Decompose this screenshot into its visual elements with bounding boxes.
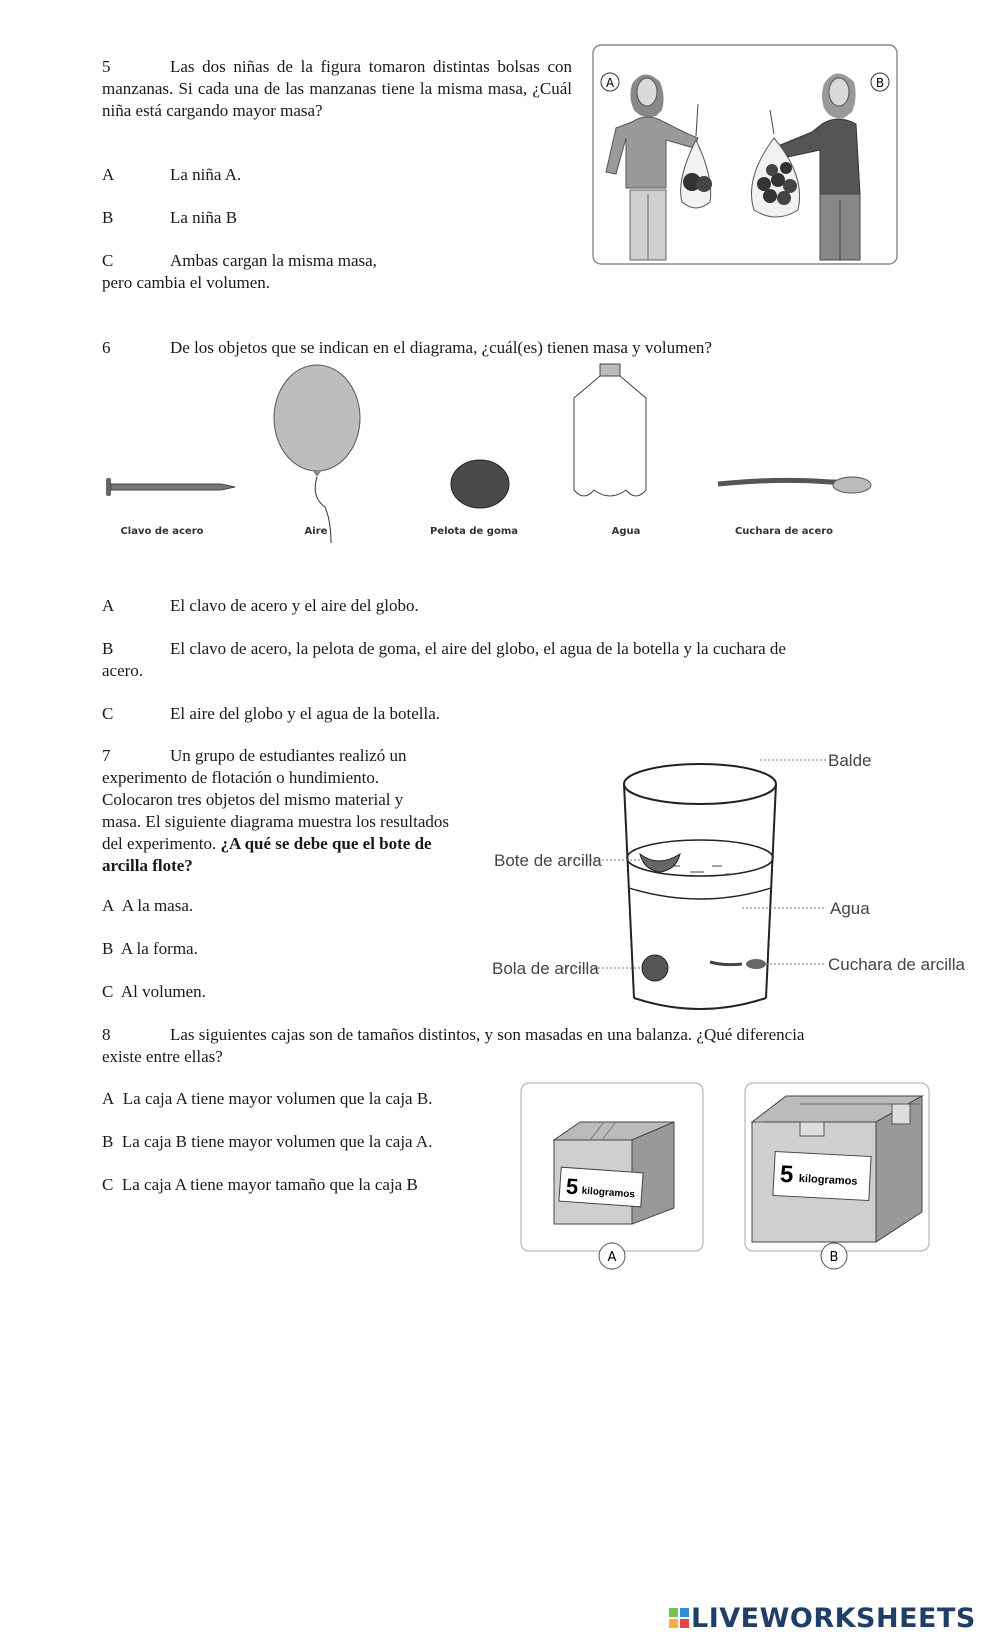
label-bote: Bote de arcilla <box>494 851 602 870</box>
q8-option-a[interactable]: A La caja A tiene mayor volumen que la caja B. <box>102 1089 433 1108</box>
box-a-unit: kilogramos <box>581 1185 636 1201</box>
label-agua-diagram: Agua <box>830 899 870 918</box>
flotation-diagram <box>490 748 966 1023</box>
label-clavo: Clavo de acero <box>120 526 204 537</box>
label-cuchara: Cuchara de acero <box>734 526 834 537</box>
girl-b-label: B <box>875 76 885 90</box>
q6-option-a[interactable]: A El clavo de acero y el aire del globo. <box>102 596 419 615</box>
box-b-unit: kilogramos <box>798 1172 858 1188</box>
label-agua: Agua <box>611 526 641 537</box>
q5-option-c[interactable]: C Ambas cargan la misma masa, pero cambia el volumen. <box>102 251 377 292</box>
q8-question: 8 Las siguientes cajas son de tamaños distintos, y son masadas en una balanza. ¿Qué diferencia existe entre ellas? <box>102 1025 805 1066</box>
label-bola: Bola de arcilla <box>492 959 599 978</box>
q5-option-a[interactable]: A La niña A. <box>102 165 242 184</box>
q7-option-b[interactable]: B A la forma. <box>102 939 198 958</box>
ball-image <box>451 460 509 508</box>
liveworksheets-logo-icon <box>669 1608 689 1630</box>
q5-option-b[interactable]: B La niña B <box>102 208 238 227</box>
q6-option-b[interactable]: B El clavo de acero, la pelota de goma, el aire del globo, el agua de la botella y la cuchara de acero. <box>102 639 786 680</box>
q7-option-a[interactable]: A A la masa. <box>102 896 194 915</box>
q8-option-c[interactable]: C La caja A tiene mayor tamaño que la caja B <box>102 1175 418 1194</box>
label-cuchara-arcilla: Cuchara de arcilla <box>828 955 966 974</box>
q5-question <box>102 56 572 122</box>
bottle-image <box>574 364 646 496</box>
label-pelota: Pelota de goma <box>429 526 519 537</box>
q6-option-c[interactable]: C El aire del globo y el agua de la botella. <box>102 704 441 723</box>
q7-option-c[interactable]: C Al volumen. <box>102 982 206 1001</box>
box-a-number: 5 <box>565 1173 580 1200</box>
box-a-label: A <box>607 1250 617 1265</box>
objects-diagram <box>100 360 880 545</box>
label-aire: Aire <box>304 526 328 537</box>
box-b-figure <box>744 1082 930 1270</box>
balloon-image <box>274 365 360 543</box>
girls-figure <box>592 44 898 266</box>
q8-option-b[interactable]: B La caja B tiene mayor volumen que la caja A. <box>102 1132 433 1151</box>
box-a-figure <box>520 1082 704 1270</box>
liveworksheets-brand[interactable]: LIVEWORKSHEETS <box>691 1603 976 1634</box>
q6-question: 6 De los objetos que se indican en el diagrama, ¿cuál(es) tienen masa y volumen? <box>102 338 712 357</box>
nail-image <box>106 478 235 496</box>
box-b-label: B <box>829 1250 839 1265</box>
q5-text: Las dos niñas de la figura tomaron distintas bolsas con manzanas. Si cada una de las manzanas tiene la misma masa, ¿Cuál niña está cargando mayor masa? <box>102 57 572 120</box>
q7-question: 7 Un grupo de estudiantes realizó un experimento de flotación o hundimiento. Colocaron tres objetos del mismo material y masa. El siguiente diagrama muestra los resultados del experimento. ¿A qué se debe que el bote de arcilla flote? <box>102 746 449 875</box>
spoon-image <box>718 477 871 493</box>
box-b-number: 5 <box>779 1160 795 1189</box>
girl-a-label: A <box>605 76 615 90</box>
q5-number: 5 <box>102 57 111 76</box>
label-balde: Balde <box>828 751 872 770</box>
